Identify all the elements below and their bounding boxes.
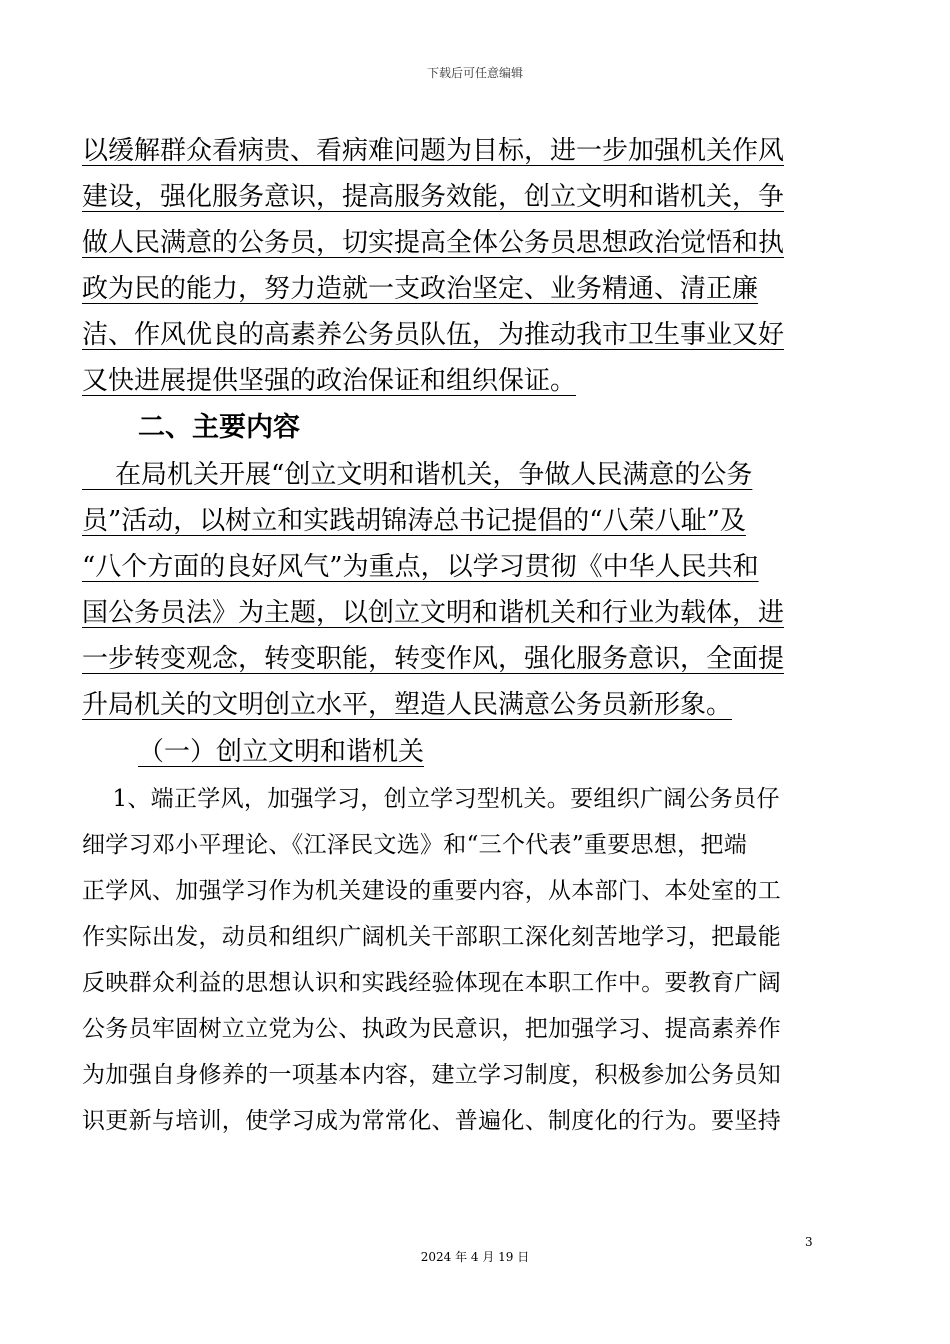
text-line: 公务员牢固树立立党为公、执政为民意识，把加强学习、提高素养作 (82, 1016, 781, 1042)
footer-date: 2024 年 4 月 19 日 (420, 1250, 530, 1264)
document-body (82, 128, 858, 1144)
paragraph-study (82, 776, 858, 1144)
text-line: 政为民的能力，努力造就一支政治坚定、业务精通、清正廉 (82, 274, 759, 304)
text-line: 正学风、加强学习作为机关建设的重要内容，从本部门、本处室的工 (82, 878, 781, 904)
section-heading-main-content: 二、主要内容 (138, 412, 300, 443)
text-line: 识更新与培训，使学习成为常常化、普遍化、制度化的行为。要坚持 (82, 1108, 781, 1134)
paragraph-goal (82, 128, 858, 404)
text-line: 反映群众利益的思想认识和实践经验体现在本职工作中。要教育广阔 (82, 970, 781, 996)
text-line: 以缓解群众看病贵、看病难问题为目标，进一步加强机关作风 (82, 136, 785, 166)
text-line: “八个方面的良好风气”为重点，以学习贯彻《中华人民共和 (82, 552, 759, 582)
page-number: 3 (805, 1235, 813, 1249)
text-line: 升局机关的文明创立水平，塑造人民满意公务员新形象。 (82, 690, 733, 720)
text-line: 1、端正学风，加强学习，创立学习型机关。要组织广阔公务员仔 (82, 786, 780, 812)
text-line: 洁、作风优良的高素养公务员队伍，为推动我市卫生事业又好 (82, 320, 785, 350)
text-line: 在局机关开展“创立文明和谐机关，争做人民满意的公务 (82, 460, 753, 490)
text-line: 员”活动，以树立和实践胡锦涛总书记提倡的“八荣八耻”及 (82, 506, 746, 536)
text-line: 为加强自身修养的一项基本内容，建立学习制度，积极参加公务员知 (82, 1062, 781, 1088)
text-line: 细学习邓小平理论、《江泽民文选》和“三个代表”重要思想，把端 (82, 832, 748, 858)
text-line: 又快进展提供坚强的政治保证和组织保证。 (82, 366, 577, 396)
text-line: 作实际出发，动员和组织广阔机关干部职工深化刻苦地学习，把最能 (82, 924, 781, 950)
text-line: 一步转变观念，转变职能，转变作风，强化服务意识，全面提 (82, 644, 785, 674)
text-line: 建设，强化服务意识，提高服务效能，创立文明和谐机关，争 (82, 182, 785, 212)
text-line: 做人民满意的公务员，切实提高全体公务员思想政治觉悟和执 (82, 228, 785, 258)
paragraph-main-content (82, 452, 858, 728)
subsection-heading: （一）创立文明和谐机关 (138, 737, 425, 767)
page-header-note: 下载后可任意编辑 (426, 66, 523, 80)
text-line: 国公务员法》为主题，以创立文明和谐机关和行业为载体，进 (82, 598, 785, 628)
